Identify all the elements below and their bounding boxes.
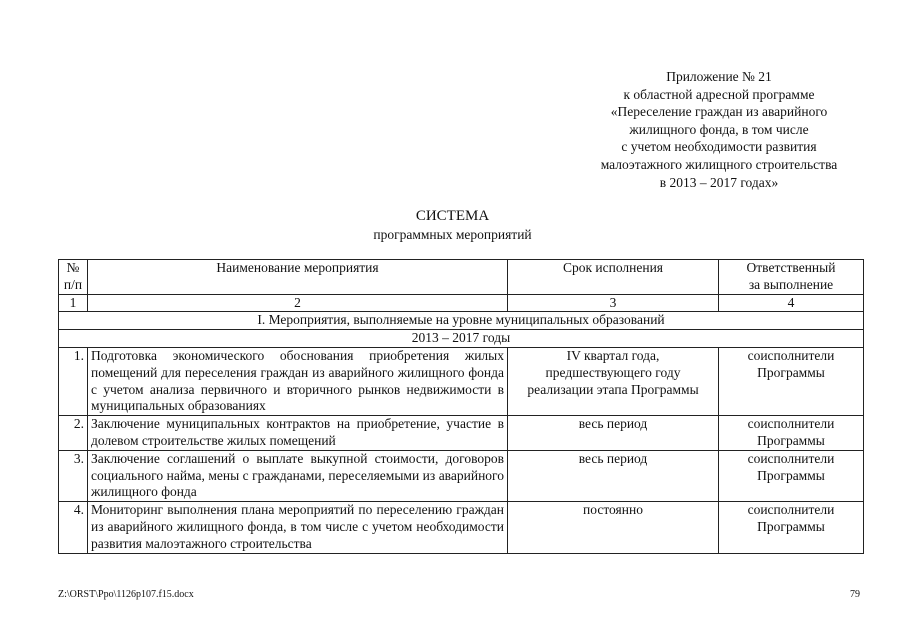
term-line: постоянно [583,502,643,518]
table-row [59,502,864,553]
column-number: 4 [719,294,864,312]
table-header-row [59,260,864,295]
header-responsible [719,260,864,295]
appendix-line: Приложение № 21 [666,69,772,84]
appendix-line: с учетом необходимости развития [621,139,817,155]
activity-name: Мониторинг выполнения плана мероприятий по переселению граждан из аварийного жилищного фонда, в том числе с учетом необходимости развития малоэтажного строительства [88,502,508,553]
header-activity-name: Наименование мероприятия [88,260,508,295]
appendix-line: жилищного фонда, в том числе [629,121,809,137]
row-number: 1. [59,347,88,415]
header-num-line: п/п [63,276,83,292]
term-line: IV квартал года, [566,347,660,363]
term-line: предшествующего году [545,364,681,380]
table-row [59,347,864,415]
activity-name: Заключение муниципальных контрактов на приобретение, участие в долевом строительстве жилых помещений [88,416,508,451]
appendix-line: «Переселение граждан из аварийного [610,104,828,120]
footer-file-path: Z:\ORST\Ppo\1126p107.f15.docx [58,589,194,600]
responsible-line: соисполнители [747,502,835,518]
appendix-line: к областной адресной программе [623,86,815,102]
activity-term [508,502,719,553]
row-number: 4. [59,502,88,553]
header-num-line: № [66,260,80,275]
activity-term [508,416,719,451]
document-subtitle: программных мероприятий [373,227,532,242]
activity-name: Заключение соглашений о выплате выкупной стоимости, договоров социального найма, мены с гражданами, переселяемыми из аварийного жилищного фонда [88,450,508,501]
section-title: I. Мероприятия, выполняемые на уровне муниципальных образований [59,312,864,330]
term-line: весь период [578,450,648,466]
header-responsible-line: Ответственный [746,260,836,275]
appendix-line: в 2013 – 2017 годах» [659,174,779,190]
page-number: 79 [850,589,860,600]
appendix-header [585,68,853,191]
activity-term [508,347,719,415]
responsible-line: соисполнители [747,450,835,466]
column-numbers-row [59,294,864,312]
period-row [59,330,864,348]
program-activities-table [58,259,864,554]
activity-responsible [719,450,864,501]
table-row [59,450,864,501]
activity-responsible [719,502,864,553]
column-number: 2 [88,294,508,312]
activity-responsible [719,347,864,415]
responsible-line: Программы [757,432,825,448]
header-num [59,260,88,295]
document-title: СИСТЕМА [415,208,490,224]
activity-name: Подготовка экономического обоснования приобретения жилых помещений для переселения граждан из аварийного жилищного фонда с учетом анализа первичного и вторичного рынков недвижимости в муниципальных образованиях [88,347,508,415]
activity-responsible [719,416,864,451]
appendix-line: малоэтажного жилищного строительства [600,156,838,172]
activity-term [508,450,719,501]
responsible-line: Программы [757,364,825,380]
period-label: 2013 – 2017 годы [59,330,864,348]
table-row [59,416,864,451]
responsible-line: Программы [757,518,825,534]
term-line: реализации этапа Программы [527,381,699,397]
responsible-line: соисполнители [747,416,835,432]
responsible-line: Программы [757,467,825,483]
column-number: 3 [508,294,719,312]
header-responsible-line: за выполнение [748,276,834,292]
section-title-row [59,312,864,330]
column-number: 1 [59,294,88,312]
row-number: 2. [59,416,88,451]
row-number: 3. [59,450,88,501]
responsible-line: соисполнители [747,347,835,363]
term-line: весь период [578,416,648,432]
header-term: Срок исполнения [508,260,719,295]
